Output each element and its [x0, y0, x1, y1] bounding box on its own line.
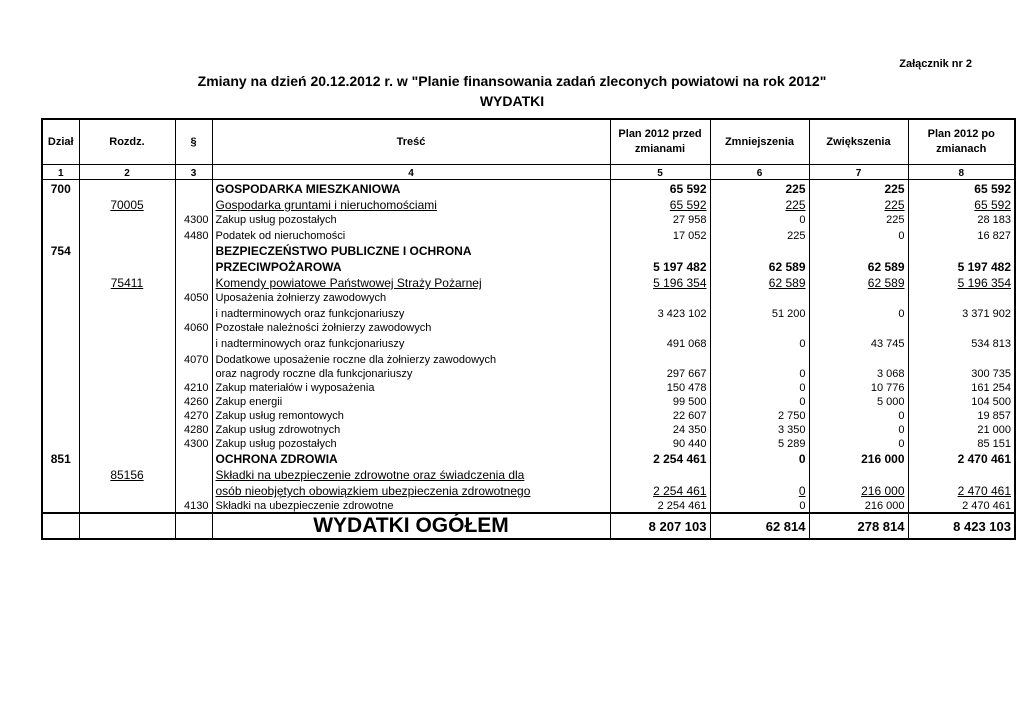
cell-rozdz — [79, 180, 175, 197]
table-row — [42, 380, 1015, 394]
table-row — [42, 498, 1015, 513]
cell-increases: 10 776 — [809, 380, 908, 394]
cell-plan-before: 3 423 102 — [610, 304, 710, 320]
cell-rozdz — [79, 304, 175, 320]
column-number: 5 — [610, 165, 710, 180]
cell-paragraph: 4210 — [175, 380, 212, 394]
total-spacer — [42, 513, 79, 539]
cell-increases — [809, 290, 908, 304]
cell-plan-after: 534 813 — [908, 334, 1015, 350]
annex-label: Załącznik nr 2 — [899, 58, 972, 70]
cell-tresc: Składki na ubezpieczenie zdrowotne — [212, 498, 610, 513]
cell-decreases: 0 — [710, 394, 809, 408]
cell-tresc: Zakup materiałów i wyposażenia — [212, 380, 610, 394]
total-plan-after: 8 423 103 — [908, 513, 1015, 539]
cell-increases: 62 589 — [809, 258, 908, 274]
cell-dzial — [42, 290, 79, 304]
cell-paragraph: 4060 — [175, 320, 212, 334]
cell-rozdz — [79, 320, 175, 334]
cell-plan-after — [908, 290, 1015, 304]
cell-decreases: 0 — [710, 366, 809, 380]
cell-decreases: 62 589 — [710, 258, 809, 274]
cell-increases: 225 — [809, 196, 908, 212]
cell-plan-after — [908, 320, 1015, 334]
cell-decreases — [710, 242, 809, 258]
cell-plan-before: 491 068 — [610, 334, 710, 350]
cell-rozdz — [79, 242, 175, 258]
cell-plan-after: 28 183 — [908, 212, 1015, 226]
cell-paragraph — [175, 274, 212, 290]
cell-increases: 225 — [809, 212, 908, 226]
cell-increases: 0 — [809, 304, 908, 320]
cell-paragraph — [175, 450, 212, 466]
cell-dzial — [42, 334, 79, 350]
total-label: WYDATKI OGÓŁEM — [212, 513, 610, 539]
cell-dzial — [42, 394, 79, 408]
table-row — [42, 436, 1015, 450]
cell-paragraph — [175, 304, 212, 320]
header-rozdz: Rozdz. — [79, 119, 175, 165]
cell-paragraph — [175, 180, 212, 197]
cell-decreases: 62 589 — [710, 274, 809, 290]
budget-table — [41, 118, 1016, 540]
cell-rozdz — [79, 350, 175, 366]
header-increases: Zwiększenia — [809, 119, 908, 165]
cell-dzial — [42, 380, 79, 394]
header-tresc: Treść — [212, 119, 610, 165]
cell-plan-before — [610, 320, 710, 334]
cell-increases — [809, 466, 908, 482]
cell-paragraph — [175, 366, 212, 380]
cell-plan-before: 2 254 461 — [610, 498, 710, 513]
column-number-row — [42, 165, 1015, 180]
cell-plan-before: 27 958 — [610, 212, 710, 226]
cell-plan-before: 65 592 — [610, 196, 710, 212]
cell-plan-before: 150 478 — [610, 380, 710, 394]
cell-tresc: GOSPODARKA MIESZKANIOWA — [212, 180, 610, 197]
cell-plan-after — [908, 466, 1015, 482]
cell-decreases — [710, 350, 809, 366]
cell-rozdz — [79, 212, 175, 226]
table-row — [42, 334, 1015, 350]
cell-tresc: Pozostałe należności żołnierzy zawodowych — [212, 320, 610, 334]
total-row — [42, 513, 1015, 539]
cell-increases: 0 — [809, 422, 908, 436]
cell-plan-before: 5 197 482 — [610, 258, 710, 274]
cell-rozdz — [79, 366, 175, 380]
cell-rozdz: 70005 — [79, 196, 175, 212]
cell-plan-after: 2 470 461 — [908, 450, 1015, 466]
header-plan-before: Plan 2012 przed zmianami — [610, 119, 710, 165]
cell-decreases: 3 350 — [710, 422, 809, 436]
cell-dzial — [42, 304, 79, 320]
table-row — [42, 394, 1015, 408]
cell-plan-after: 2 470 461 — [908, 498, 1015, 513]
cell-increases: 225 — [809, 180, 908, 197]
cell-dzial — [42, 320, 79, 334]
cell-dzial — [42, 466, 79, 482]
column-number: 7 — [809, 165, 908, 180]
cell-dzial — [42, 274, 79, 290]
cell-plan-before: 2 254 461 — [610, 482, 710, 498]
cell-paragraph: 4130 — [175, 498, 212, 513]
cell-tresc: Zakup usług remontowych — [212, 408, 610, 422]
cell-paragraph — [175, 482, 212, 498]
cell-dzial — [42, 482, 79, 498]
cell-plan-before: 24 350 — [610, 422, 710, 436]
cell-tresc: Zakup usług pozostałych — [212, 212, 610, 226]
cell-decreases: 0 — [710, 380, 809, 394]
cell-paragraph: 4050 — [175, 290, 212, 304]
cell-plan-after: 104 500 — [908, 394, 1015, 408]
cell-dzial — [42, 196, 79, 212]
cell-plan-before — [610, 290, 710, 304]
cell-rozdz — [79, 498, 175, 513]
table-row — [42, 212, 1015, 226]
cell-dzial — [42, 498, 79, 513]
table-row — [42, 226, 1015, 242]
cell-paragraph: 4070 — [175, 350, 212, 366]
cell-rozdz — [79, 290, 175, 304]
total-increases: 278 814 — [809, 513, 908, 539]
total-spacer — [79, 513, 175, 539]
cell-decreases: 5 289 — [710, 436, 809, 450]
cell-plan-before: 65 592 — [610, 180, 710, 197]
cell-increases — [809, 320, 908, 334]
cell-rozdz — [79, 422, 175, 436]
cell-rozdz — [79, 226, 175, 242]
document-title: Zmiany na dzień 20.12.2012 r. w "Planie finansowania zadań zleconych powiatowi na rok 2012" — [197, 73, 827, 89]
table-row — [42, 304, 1015, 320]
column-number: 4 — [212, 165, 610, 180]
cell-plan-after: 65 592 — [908, 180, 1015, 197]
cell-increases: 0 — [809, 436, 908, 450]
table-row — [42, 196, 1015, 212]
cell-dzial: 754 — [42, 242, 79, 258]
cell-decreases: 225 — [710, 226, 809, 242]
cell-plan-after: 21 000 — [908, 422, 1015, 436]
cell-plan-before: 5 196 354 — [610, 274, 710, 290]
cell-plan-before — [610, 466, 710, 482]
cell-rozdz: 85156 — [79, 466, 175, 482]
total-plan-before: 8 207 103 — [610, 513, 710, 539]
cell-decreases: 225 — [710, 196, 809, 212]
cell-plan-before: 90 440 — [610, 436, 710, 450]
table-row — [42, 450, 1015, 466]
cell-decreases: 0 — [710, 334, 809, 350]
cell-plan-before: 99 500 — [610, 394, 710, 408]
cell-plan-after: 300 735 — [908, 366, 1015, 380]
table-row — [42, 274, 1015, 290]
table-row — [42, 258, 1015, 274]
cell-plan-after — [908, 242, 1015, 258]
cell-increases: 62 589 — [809, 274, 908, 290]
cell-decreases: 2 750 — [710, 408, 809, 422]
table-row — [42, 422, 1015, 436]
cell-dzial — [42, 258, 79, 274]
cell-increases — [809, 242, 908, 258]
cell-paragraph — [175, 242, 212, 258]
cell-rozdz — [79, 394, 175, 408]
cell-plan-before: 17 052 — [610, 226, 710, 242]
cell-plan-before: 297 667 — [610, 366, 710, 380]
cell-tresc: Dodatkowe uposażenie roczne dla żołnierzy zawodowych — [212, 350, 610, 366]
cell-rozdz — [79, 334, 175, 350]
cell-tresc: OCHRONA ZDROWIA — [212, 450, 610, 466]
cell-tresc: PRZECIWPOŻAROWA — [212, 258, 610, 274]
cell-decreases: 225 — [710, 180, 809, 197]
cell-increases — [809, 350, 908, 366]
header-dzial: Dział — [42, 119, 79, 165]
table-row — [42, 180, 1015, 197]
cell-tresc: Zakup usług zdrowotnych — [212, 422, 610, 436]
cell-tresc: i nadterminowych oraz funkcjonariuszy — [212, 334, 610, 350]
cell-paragraph — [175, 196, 212, 212]
cell-plan-after: 19 857 — [908, 408, 1015, 422]
table-row — [42, 320, 1015, 334]
cell-increases: 5 000 — [809, 394, 908, 408]
table-header-row — [42, 119, 1015, 165]
total-decreases: 62 814 — [710, 513, 809, 539]
table-row — [42, 466, 1015, 482]
document-subtitle: WYDATKI — [479, 93, 545, 109]
cell-plan-after: 16 827 — [908, 226, 1015, 242]
cell-increases: 43 745 — [809, 334, 908, 350]
cell-plan-after: 5 196 354 — [908, 274, 1015, 290]
cell-rozdz — [79, 450, 175, 466]
table-row — [42, 350, 1015, 366]
cell-tresc: oraz nagrody roczne dla funkcjonariuszy — [212, 366, 610, 380]
cell-increases: 216 000 — [809, 482, 908, 498]
cell-plan-after — [908, 350, 1015, 366]
cell-dzial — [42, 436, 79, 450]
cell-increases: 216 000 — [809, 498, 908, 513]
header-plan-after: Plan 2012 po zmianach — [908, 119, 1015, 165]
cell-dzial — [42, 226, 79, 242]
cell-tresc: i nadterminowych oraz funkcjonariuszy — [212, 304, 610, 320]
cell-increases: 216 000 — [809, 450, 908, 466]
total-spacer — [175, 513, 212, 539]
cell-rozdz — [79, 482, 175, 498]
cell-rozdz — [79, 436, 175, 450]
cell-dzial — [42, 408, 79, 422]
cell-plan-before — [610, 242, 710, 258]
cell-tresc: Zakup energii — [212, 394, 610, 408]
cell-paragraph — [175, 466, 212, 482]
cell-tresc: osób nieobjętych obowiązkiem ubezpieczenia zdrowotnego — [212, 482, 610, 498]
cell-paragraph: 4480 — [175, 226, 212, 242]
cell-increases: 0 — [809, 408, 908, 422]
header-decreases: Zmniejszenia — [710, 119, 809, 165]
cell-tresc: Gospodarka gruntami i nieruchomościami — [212, 196, 610, 212]
cell-decreases: 0 — [710, 450, 809, 466]
cell-plan-after: 3 371 902 — [908, 304, 1015, 320]
column-number: 3 — [175, 165, 212, 180]
cell-decreases — [710, 290, 809, 304]
column-number: 1 — [42, 165, 79, 180]
cell-paragraph: 4300 — [175, 436, 212, 450]
header-paragraph: § — [175, 119, 212, 165]
column-number: 2 — [79, 165, 175, 180]
cell-plan-before: 2 254 461 — [610, 450, 710, 466]
cell-dzial: 700 — [42, 180, 79, 197]
cell-tresc: Składki na ubezpieczenie zdrowotne oraz świadczenia dla — [212, 466, 610, 482]
cell-dzial — [42, 212, 79, 226]
cell-paragraph — [175, 334, 212, 350]
cell-plan-after: 65 592 — [908, 196, 1015, 212]
cell-paragraph — [175, 258, 212, 274]
cell-plan-after: 85 151 — [908, 436, 1015, 450]
cell-tresc: Komendy powiatowe Państwowej Straży Pożarnej — [212, 274, 610, 290]
cell-dzial — [42, 366, 79, 380]
cell-paragraph: 4270 — [175, 408, 212, 422]
cell-paragraph: 4280 — [175, 422, 212, 436]
column-number: 6 — [710, 165, 809, 180]
cell-paragraph: 4300 — [175, 212, 212, 226]
cell-decreases: 0 — [710, 212, 809, 226]
table-row — [42, 408, 1015, 422]
table-row — [42, 242, 1015, 258]
cell-tresc: Zakup usług pozostałych — [212, 436, 610, 450]
cell-dzial: 851 — [42, 450, 79, 466]
cell-plan-after: 161 254 — [908, 380, 1015, 394]
cell-increases: 0 — [809, 226, 908, 242]
cell-decreases — [710, 320, 809, 334]
cell-tresc: Podatek od nieruchomości — [212, 226, 610, 242]
cell-decreases: 51 200 — [710, 304, 809, 320]
cell-rozdz: 75411 — [79, 274, 175, 290]
cell-increases: 3 068 — [809, 366, 908, 380]
cell-dzial — [42, 422, 79, 436]
column-number: 8 — [908, 165, 1015, 180]
cell-tresc: BEZPIECZEŃSTWO PUBLICZNE I OCHRONA — [212, 242, 610, 258]
cell-plan-before — [610, 350, 710, 366]
cell-rozdz — [79, 408, 175, 422]
cell-decreases: 0 — [710, 498, 809, 513]
cell-rozdz — [79, 380, 175, 394]
cell-rozdz — [79, 258, 175, 274]
cell-decreases: 0 — [710, 482, 809, 498]
cell-plan-before: 22 607 — [610, 408, 710, 422]
cell-plan-after: 5 197 482 — [908, 258, 1015, 274]
cell-decreases — [710, 466, 809, 482]
table-row — [42, 290, 1015, 304]
cell-tresc: Uposażenia żołnierzy zawodowych — [212, 290, 610, 304]
table-row — [42, 366, 1015, 380]
cell-plan-after: 2 470 461 — [908, 482, 1015, 498]
cell-paragraph: 4260 — [175, 394, 212, 408]
cell-dzial — [42, 350, 79, 366]
table-row — [42, 482, 1015, 498]
